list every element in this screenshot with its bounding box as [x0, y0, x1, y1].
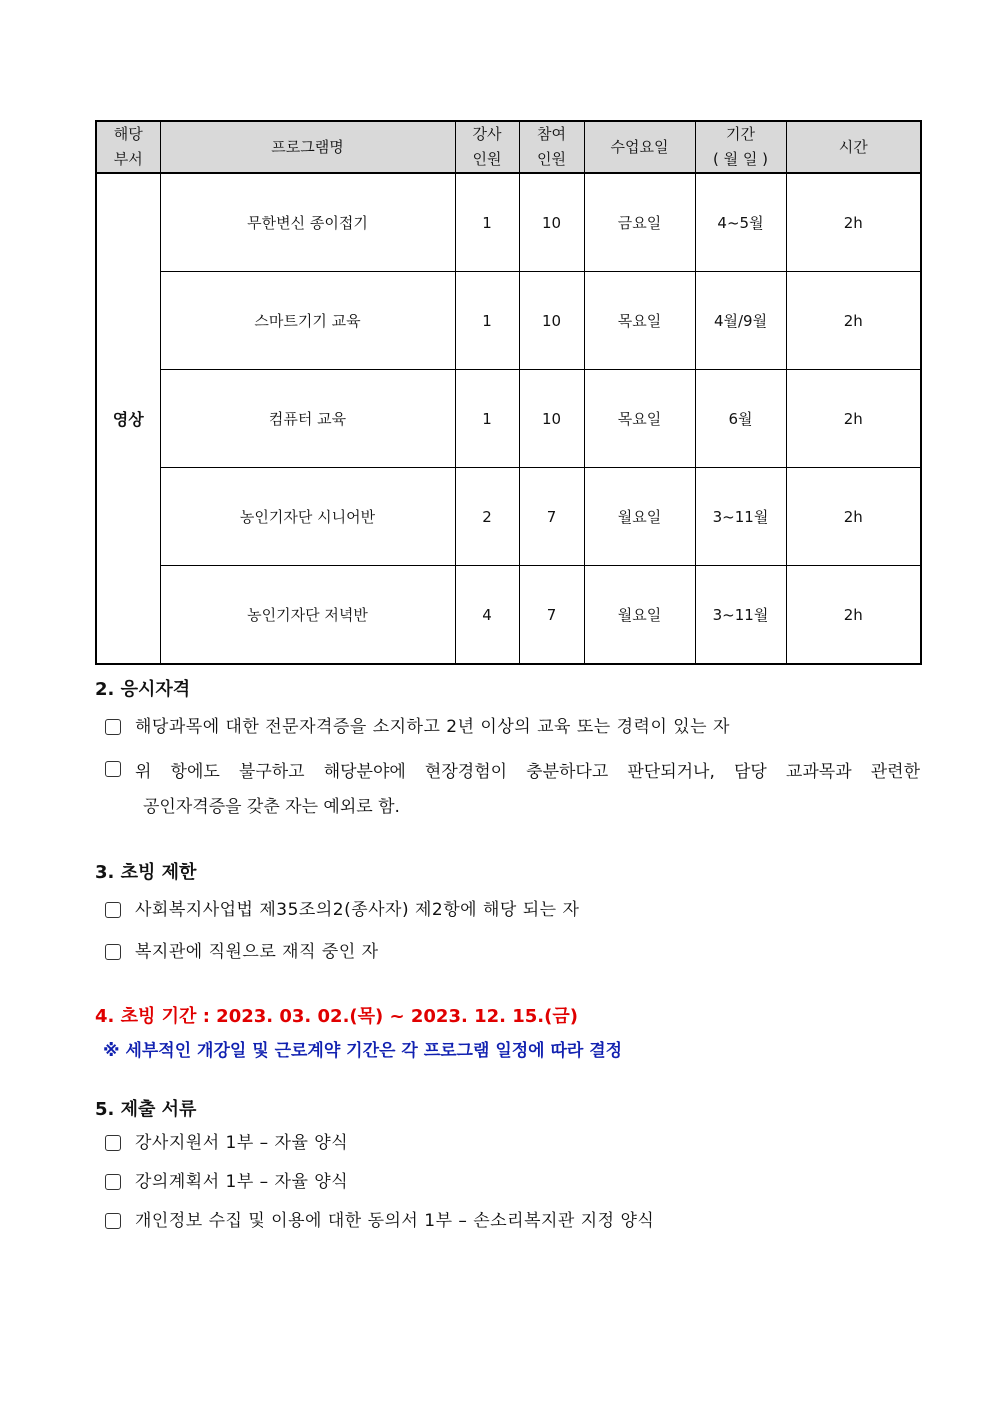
program-name: 무한변신 종이접기: [160, 173, 455, 272]
qualification-item: [105, 708, 730, 746]
class-hours: 2h: [786, 272, 921, 370]
participant-count: 7: [519, 468, 584, 566]
class-day: 금요일: [584, 173, 695, 272]
checkbox[interactable]: [105, 1135, 121, 1151]
document-item: [105, 1163, 348, 1201]
restriction-item: [105, 891, 579, 929]
program-name: 스마트기기 교육: [160, 272, 455, 370]
document-item: [105, 1202, 654, 1240]
class-day: 월요일: [584, 468, 695, 566]
table-row: [96, 566, 921, 665]
period-note: ※ 세부적인 개강일 및 근로계약 기간은 각 프로그램 일정에 따라 결정: [103, 1041, 623, 1061]
class-day: 월요일: [584, 566, 695, 665]
class-period: 4월/9월: [695, 272, 786, 370]
qualification-text: 해당과목에 대한 전문자격증을 소지하고 2년 이상의 교육 또는 경력이 있는 자: [135, 717, 730, 737]
restriction-heading: 3. 초빙 제한: [95, 862, 197, 883]
restriction-text: 복지관에 직원으로 재직 중인 자: [135, 942, 379, 962]
instructor-count: 1: [455, 272, 519, 370]
table-row: [96, 173, 921, 272]
participant-count: 10: [519, 370, 584, 468]
class-period: 3~11월: [695, 468, 786, 566]
document-item: [105, 1124, 348, 1162]
program-name: 컴퓨터 교육: [160, 370, 455, 468]
header-class-day: 수업요일: [584, 121, 695, 173]
qualification-text-continued: 공인자격증을 갖춘 자는 예외로 함.: [143, 797, 400, 817]
participant-count: 10: [519, 272, 584, 370]
table-header-row: [96, 121, 921, 173]
qualification-item: [105, 750, 920, 826]
qualification-heading: 2. 응시자격: [95, 679, 191, 700]
participant-count: 10: [519, 173, 584, 272]
checkbox[interactable]: [105, 761, 121, 777]
header-period: 기간 ( 월 일 ): [695, 121, 786, 173]
program-name: 농인기자단 시니어반: [160, 468, 455, 566]
class-period: 3~11월: [695, 566, 786, 665]
class-hours: 2h: [786, 370, 921, 468]
department-cell: 영상: [96, 173, 160, 664]
checkbox[interactable]: [105, 902, 121, 918]
document-text: 개인정보 수집 및 이용에 대한 동의서 1부 – 손소리복지관 지정 양식: [135, 1211, 655, 1231]
period-heading: 4. 초빙 기간 : 2023. 03. 02.(목) ~ 2023. 12. 15.(금): [95, 1006, 578, 1027]
instructor-count: 2: [455, 468, 519, 566]
class-day: 목요일: [584, 370, 695, 468]
checkbox[interactable]: [105, 944, 121, 960]
class-period: 4~5월: [695, 173, 786, 272]
checkbox[interactable]: [105, 719, 121, 735]
instructor-count: 4: [455, 566, 519, 665]
header-participants: 참여 인원: [519, 121, 584, 173]
checkbox[interactable]: [105, 1213, 121, 1229]
program-name: 농인기자단 저녁반: [160, 566, 455, 665]
table-row: [96, 468, 921, 566]
class-day: 목요일: [584, 272, 695, 370]
document-text: 강의계획서 1부 – 자율 양식: [135, 1172, 349, 1192]
table-row: [96, 272, 921, 370]
checkbox[interactable]: [105, 1174, 121, 1190]
documents-heading: 5. 제출 서류: [95, 1099, 197, 1120]
qualification-text: 위 항에도 불구하고 해당분야에 현장경험이 충분하다고 판단되거나, 담당 교과목과 관련한: [135, 761, 920, 782]
instructor-count: 1: [455, 370, 519, 468]
header-hours: 시간: [786, 121, 921, 173]
instructor-count: 1: [455, 173, 519, 272]
restriction-text: 사회복지사업법 제35조의2(종사자) 제2항에 해당 되는 자: [135, 900, 580, 920]
class-hours: 2h: [786, 468, 921, 566]
table-row: [96, 370, 921, 468]
header-instructors: 강사 인원: [455, 121, 519, 173]
class-hours: 2h: [786, 173, 921, 272]
document-text: 강사지원서 1부 – 자율 양식: [135, 1133, 349, 1153]
header-program: 프로그램명: [160, 121, 455, 173]
participant-count: 7: [519, 566, 584, 665]
restriction-item: [105, 933, 379, 971]
class-hours: 2h: [786, 566, 921, 665]
class-period: 6월: [695, 370, 786, 468]
program-table: [95, 120, 922, 665]
header-department: 해당 부서: [96, 121, 160, 173]
